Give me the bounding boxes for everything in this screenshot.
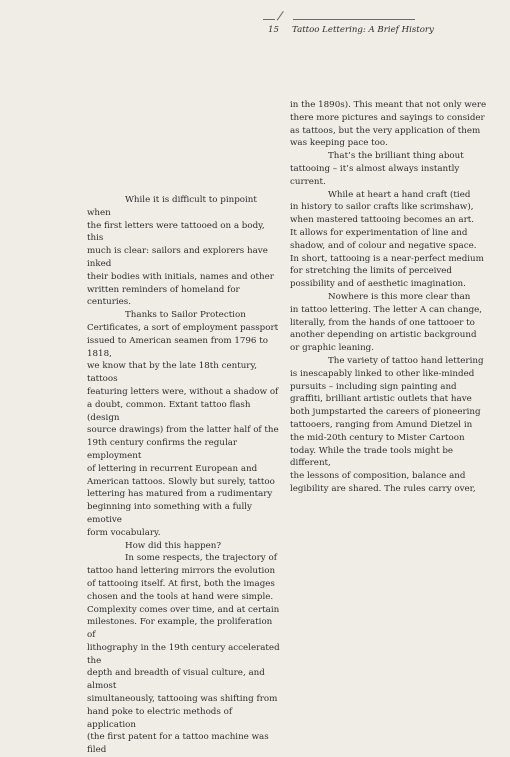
page-number: 15 [268, 25, 279, 35]
paragraph: In some respects, the trajectory of tattoo hand lettering mirrors the evolution of tattooing itself. At first, both the images chosen and the tools at hand were simple. Complexity comes over time, and at certain milestones. For example, the proliferation of lithography in the 19th century accelerated the depth and breadth of visual culture, and almost simultaneously, tattooing was shifting from hand poke to electric methods of application (the first patent for a tattoo machine was filed [87, 553, 280, 756]
right-column [290, 99, 490, 496]
paragraph: Nowhere is this more clear than in tattoo lettering. The letter A can change, literally, from the hands of one tattooer to another depending on artistic background or graphic leaning. [290, 291, 483, 354]
paragraph: While at heart a hand craft (tied in history to sailor crafts like scrimshaw), when mastered tattooing becomes an art. It allows for experimentation of line and shadow, and of colour and negative space. In short, tattooing is a near-perfect medium for stretching the limits of perceived possibility and of aesthetic imagination. [290, 189, 484, 290]
paragraph: in the 1890s). This meant that not only were there more pictures and sayings to consider as tattoos, but the very application of them was keeping pace too. [290, 100, 487, 149]
paragraph: That’s the brilliant thing about tattooing – it’s almost always instantly current. [290, 151, 464, 187]
paragraph: Thanks to Sailor Protection Certificates, a sort of employment passport issued to American seamen from 1796 to 1818, we know that by the late 18th century, tattoos featuring letters were, without a shadow of a doubt, common. Extant tattoo flash (design source drawings) from the latter half of the 19th century confirms the regular employment of lettering in recurrent European and American tattoos. Slowly but surely, tattoo lettering has matured from a rudimentary beginning into something with a fully emotive form vocabulary. [87, 310, 279, 538]
header-rule-left [263, 19, 275, 20]
paragraph: While it is difficult to pinpoint when the first letters were tattooed on a body, this much is clear: sailors and explorers have inked their bodies with initials, names and other written reminders of homeland for centuries. [87, 195, 274, 308]
left-column [87, 194, 283, 757]
paragraph: How did this happen? [125, 540, 222, 551]
header-rule-slash [277, 11, 284, 21]
running-title: Tattoo Lettering: A Brief History [292, 25, 434, 35]
paragraph: The variety of tattoo hand lettering is inescapably linked to other like-minded pursuits – including sign painting and graffiti, brilliant artistic outlets that have both jumpstarted the careers of pioneering tattooers, ranging from Amund Dietzel in the mid-20th century to Mister Cartoon today. While the trade tools might be different, the lessons of composition, balance and legibility are shared. The rules carry over, [290, 355, 484, 494]
header-rule-right [293, 19, 415, 20]
